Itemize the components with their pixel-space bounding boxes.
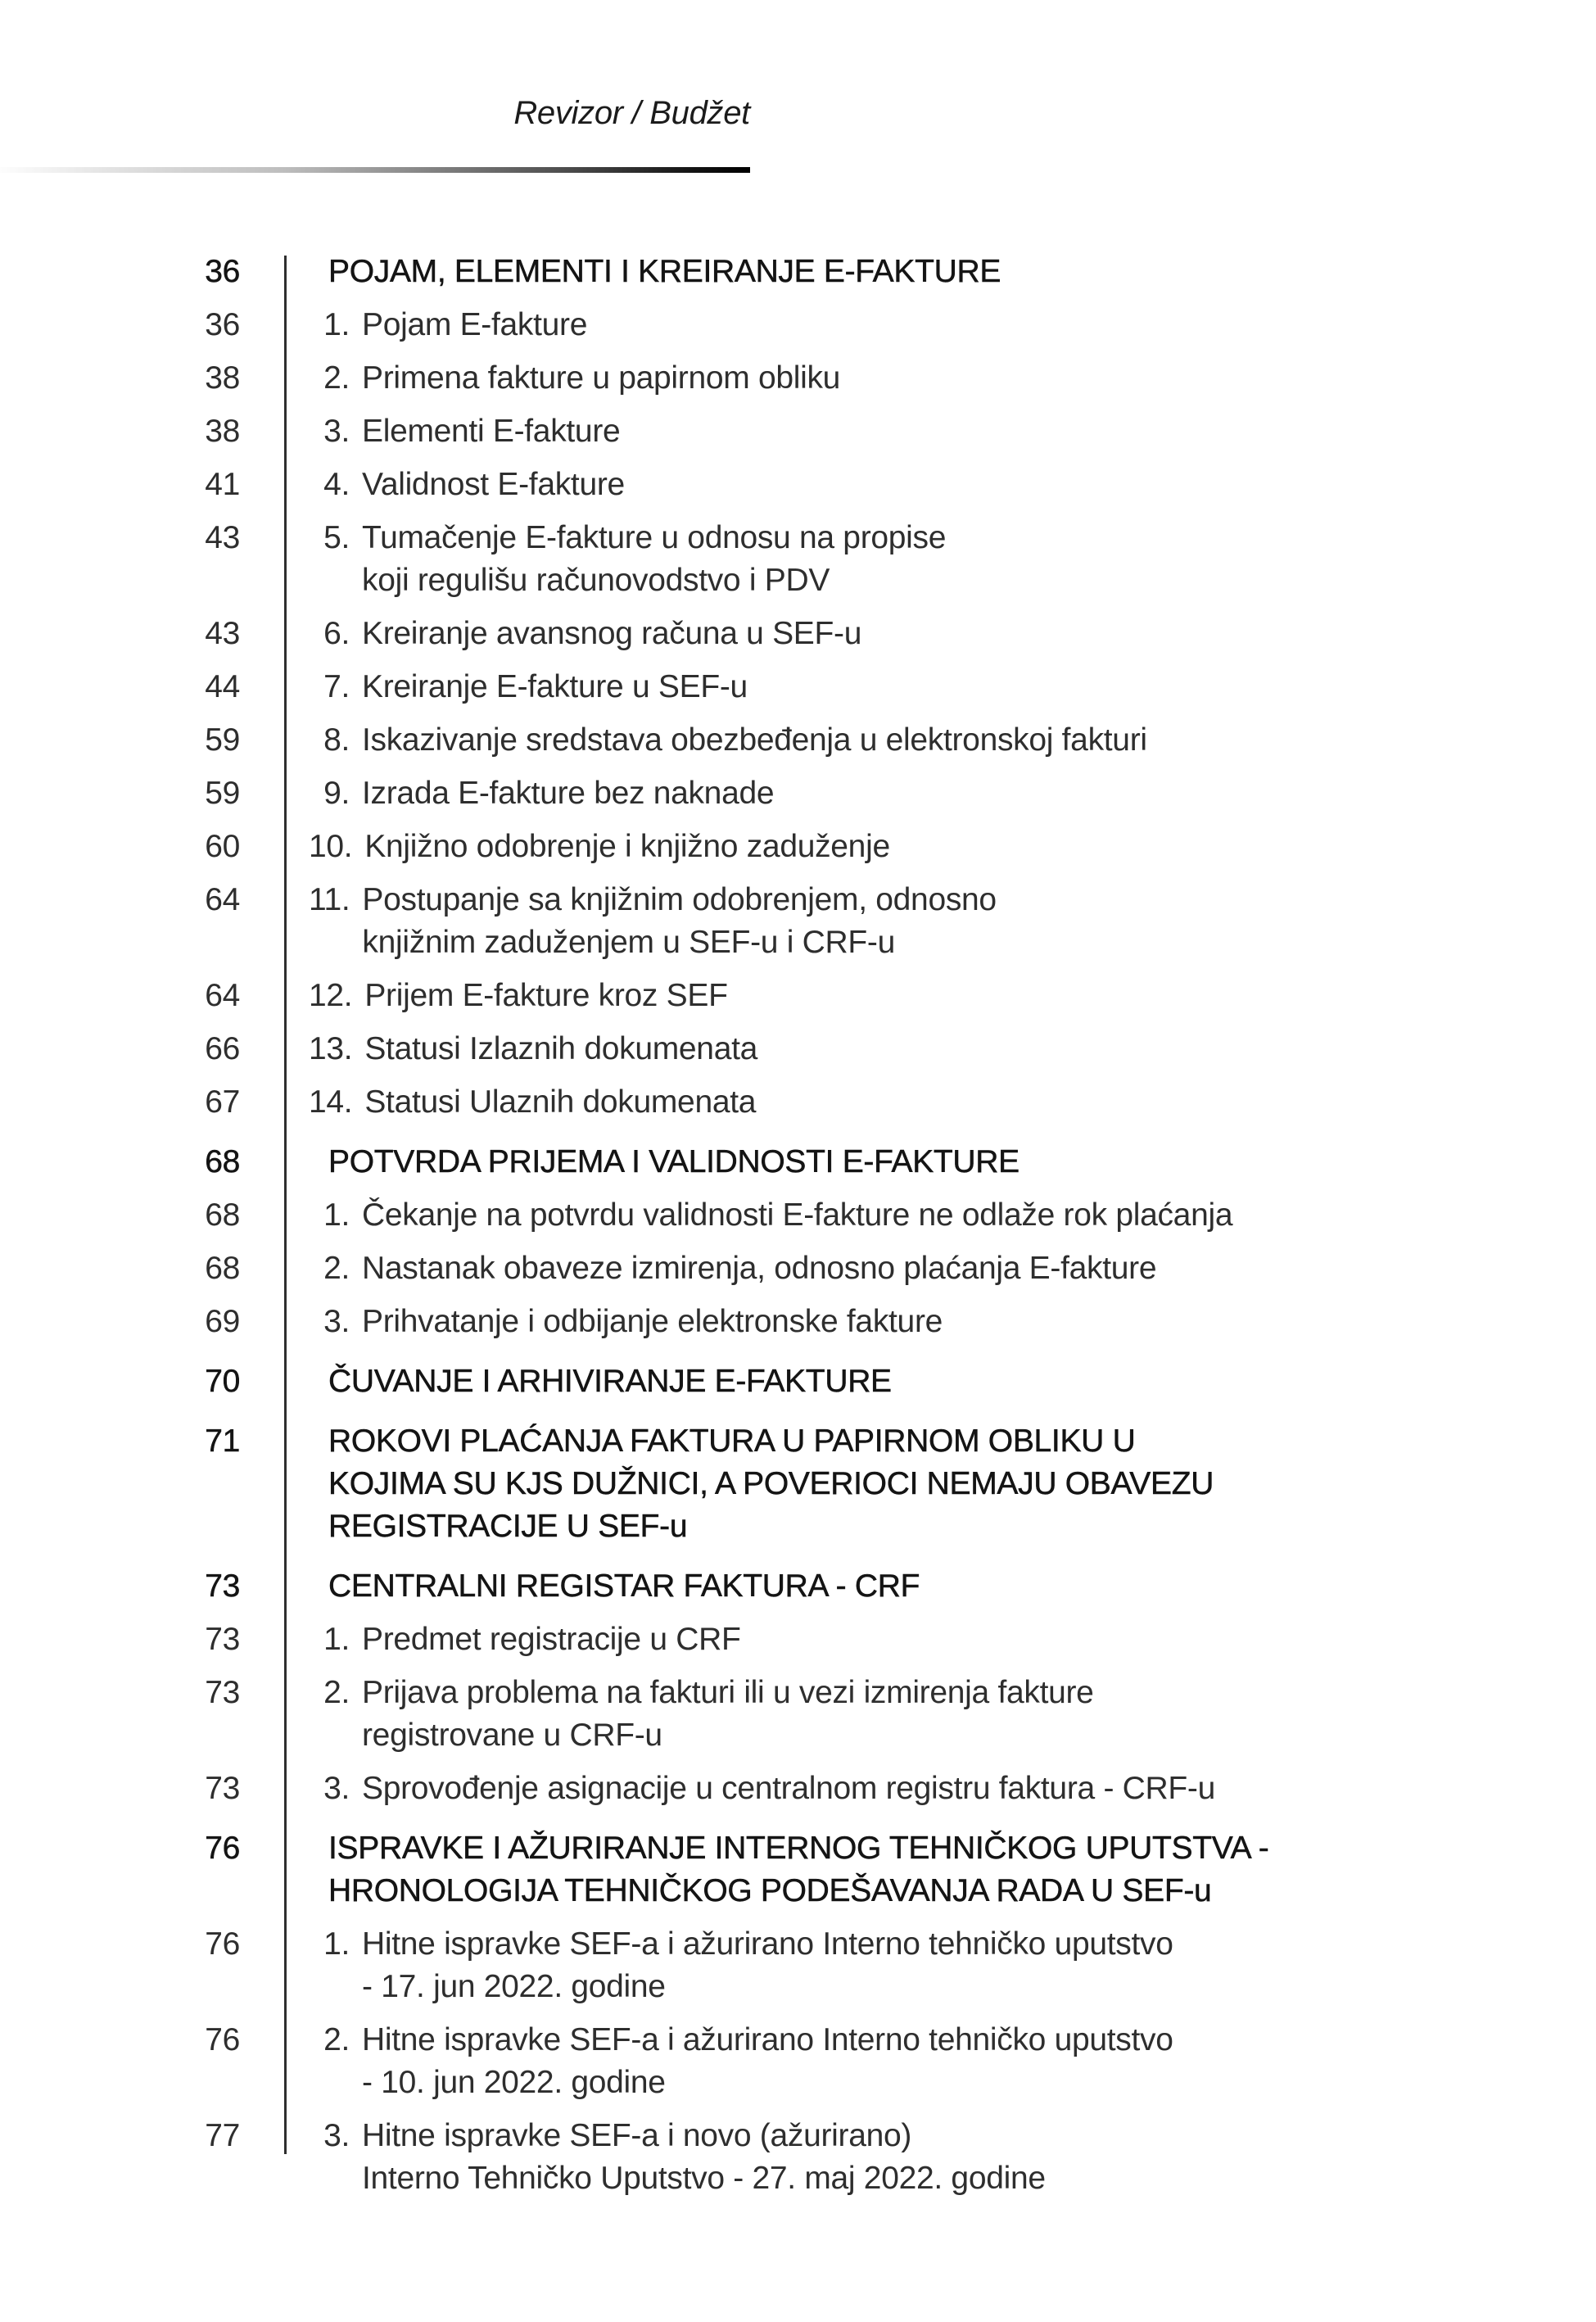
table-of-contents [0, 251, 1441, 2200]
toc-entry [0, 772, 1441, 815]
page-number: 70 [205, 1364, 240, 1399]
entry-line: Hitne ispravke SEF-a i ažurirano Interno tehničko uputstvo [362, 2022, 1173, 2057]
page-number: 76 [205, 1926, 240, 1962]
item-number: 1. [323, 1622, 350, 1657]
page-number: 36 [205, 307, 240, 342]
toc-entry-content [240, 1141, 1441, 1184]
toc-entry-content [240, 1420, 1441, 1548]
item-number: 3. [323, 1304, 350, 1339]
toc-entry [0, 410, 1441, 453]
page-number: 38 [205, 360, 240, 396]
entry-text [362, 1618, 1441, 1661]
toc-entry [0, 2115, 1441, 2200]
entry-text [328, 1827, 1441, 1912]
toc-entry [0, 1081, 1441, 1124]
toc-entry [0, 1923, 1441, 2008]
page-number: 41 [205, 467, 240, 502]
entry-line: KOJIMA SU KJS DUŽNICI, A POVERIOCI NEMAJU OBAVEZU [328, 1466, 1214, 1501]
item-number: 3. [323, 1771, 350, 1806]
entry-text [328, 251, 1441, 293]
entry-text [362, 410, 1441, 453]
toc-entry-content [240, 2019, 1441, 2104]
item-number: 14. [309, 1084, 353, 1120]
entry-line: ČUVANJE I ARHIVIRANJE E-FAKTURE [328, 1364, 892, 1399]
entry-text [364, 1081, 1441, 1124]
page-number: 71 [205, 1424, 240, 1459]
entry-line: Prihvatanje i odbijanje elektronske fakture [362, 1304, 943, 1339]
entry-line: ISPRAVKE I AŽURIRANJE INTERNOG TEHNIČKOG UPUTSTVA - [328, 1831, 1269, 1866]
entry-text [328, 1360, 1441, 1403]
entry-text [362, 1923, 1441, 2008]
entry-line: CENTRALNI REGISTAR FAKTURA - CRF [328, 1568, 920, 1604]
toc-entry [0, 1247, 1441, 1290]
page-number: 36 [205, 254, 240, 289]
toc-entry-content [240, 464, 1441, 506]
entry-text [362, 304, 1441, 346]
entry-line: Statusi Izlaznih dokumenata [364, 1031, 758, 1066]
toc-entry-content [240, 1672, 1441, 1757]
page-number: 73 [205, 1622, 240, 1657]
item-number: 2. [323, 1675, 350, 1710]
entry-text [362, 2115, 1441, 2200]
entry-text [328, 1565, 1441, 1608]
page-number: 73 [205, 1771, 240, 1806]
toc-entry-content [240, 1618, 1441, 1661]
toc-entry [0, 1028, 1441, 1070]
entry-text [362, 666, 1441, 708]
entry-text [362, 1672, 1441, 1757]
item-number: 1. [323, 1926, 350, 1962]
toc-entry-content [240, 517, 1441, 602]
item-number: 1. [323, 307, 350, 342]
entry-line: Hitne ispravke SEF-a i novo (ažurirano) [362, 2118, 912, 2153]
entry-text [362, 1194, 1441, 1237]
entry-line: koji regulišu računovodstvo i PDV [362, 563, 830, 598]
toc-entry-content [240, 410, 1441, 453]
toc-entry-content [240, 1301, 1441, 1343]
item-number: 5. [323, 520, 350, 555]
toc-entry-content [240, 1360, 1441, 1403]
entry-line: Sprovođenje asignacije u centralnom registru faktura - CRF-u [362, 1771, 1215, 1806]
entry-line: REGISTRACIJE U SEF-u [328, 1509, 688, 1544]
entry-text [362, 719, 1441, 762]
toc-entry [0, 826, 1441, 868]
toc-entry [0, 464, 1441, 506]
item-number: 4. [323, 467, 350, 502]
entry-line: POTVRDA PRIJEMA I VALIDNOSTI E-FAKTURE [328, 1144, 1020, 1179]
page-number: 64 [205, 978, 240, 1013]
toc-entry-content [240, 251, 1441, 293]
entry-line: Izrada E-fakture bez naknade [362, 776, 775, 811]
toc-entry [0, 666, 1441, 708]
toc-entry-content [240, 613, 1441, 655]
toc-entry [0, 304, 1441, 346]
toc-section-heading [0, 1360, 1441, 1403]
page-number: 68 [205, 1144, 240, 1179]
toc-entry-content [240, 1081, 1441, 1124]
toc-entry [0, 517, 1441, 602]
toc-entry [0, 1194, 1441, 1237]
entry-line: registrovane u CRF-u [362, 1718, 662, 1753]
page-number: 44 [205, 669, 240, 704]
toc-entry [0, 357, 1441, 400]
entry-line: - 10. jun 2022. godine [362, 2065, 666, 2100]
toc-section-heading [0, 251, 1441, 293]
item-number: 2. [323, 1251, 350, 1286]
page-number: 67 [205, 1084, 240, 1120]
toc-entry [0, 1618, 1441, 1661]
toc-entry-content [240, 1923, 1441, 2008]
page-number: 73 [205, 1568, 240, 1604]
entry-line: - 17. jun 2022. godine [362, 1969, 666, 2004]
toc-entry [0, 1768, 1441, 1810]
toc-entry-content [240, 2115, 1441, 2200]
toc-entry [0, 975, 1441, 1017]
item-number: 9. [323, 776, 350, 811]
toc-entry [0, 719, 1441, 762]
toc-entry-content [240, 357, 1441, 400]
entry-line: Pojam E-fakture [362, 307, 588, 342]
entry-line: Predmet registracije u CRF [362, 1622, 741, 1657]
item-number: 2. [323, 360, 350, 396]
entry-text [362, 464, 1441, 506]
entry-text [362, 879, 1441, 964]
toc-entry-content [240, 975, 1441, 1017]
entry-text [362, 517, 1441, 602]
toc-entry-content [240, 1028, 1441, 1070]
toc-entry-content [240, 666, 1441, 708]
toc-entry-content [240, 1827, 1441, 1912]
toc-entry [0, 1301, 1441, 1343]
item-number: 6. [323, 616, 350, 651]
entry-line: POJAM, ELEMENTI I KREIRANJE E-FAKTURE [328, 254, 1001, 289]
page-number: 43 [205, 520, 240, 555]
entry-text [362, 1301, 1441, 1343]
toc-entry-content [240, 304, 1441, 346]
entry-line: HRONOLOGIJA TEHNIČKOG PODEŠAVANJA RADA U SEF-u [328, 1873, 1212, 1908]
entry-line: Validnost E-fakture [362, 467, 625, 502]
entry-text [362, 2019, 1441, 2104]
item-number: 12. [309, 978, 353, 1013]
toc-entry-content [240, 719, 1441, 762]
entry-text [362, 357, 1441, 400]
toc-entry-content [240, 879, 1441, 964]
page-number: 66 [205, 1031, 240, 1066]
entry-text [362, 1768, 1441, 1810]
header-rule [0, 167, 750, 173]
entry-line: Kreiranje E-fakture u SEF-u [362, 669, 748, 704]
page-number: 38 [205, 414, 240, 449]
toc-entry-content [240, 772, 1441, 815]
page-number: 43 [205, 616, 240, 651]
entry-text [328, 1141, 1441, 1184]
toc-entry-content [240, 1194, 1441, 1237]
toc-section-heading [0, 1420, 1441, 1548]
toc-entry [0, 879, 1441, 964]
toc-section-heading [0, 1565, 1441, 1608]
page-number: 76 [205, 2022, 240, 2057]
entry-line: Prijava problema na fakturi ili u vezi izmirenja fakture [362, 1675, 1094, 1710]
entry-text [328, 1420, 1441, 1548]
entry-text [362, 613, 1441, 655]
entry-text [364, 1028, 1441, 1070]
page-number: 64 [205, 882, 240, 917]
page-number: 73 [205, 1675, 240, 1710]
item-number: 7. [323, 669, 350, 704]
item-number: 11. [309, 882, 350, 917]
item-number: 1. [323, 1197, 350, 1233]
item-number: 2. [323, 2022, 350, 2057]
toc-section-heading [0, 1141, 1441, 1184]
entry-text [362, 1247, 1441, 1290]
toc-entry-content [240, 1565, 1441, 1608]
toc-entry-content [240, 1247, 1441, 1290]
entry-text [364, 826, 1441, 868]
entry-line: knjižnim zaduženjem u SEF-u i CRF-u [362, 925, 895, 960]
page-number: 59 [205, 776, 240, 811]
page-number: 68 [205, 1251, 240, 1286]
item-number: 3. [323, 2118, 350, 2153]
toc-section-heading [0, 1827, 1441, 1912]
toc-entry-content [240, 1768, 1441, 1810]
entry-line: ROKOVI PLAĆANJA FAKTURA U PAPIRNOM OBLIKU U [328, 1424, 1136, 1459]
entry-text [362, 772, 1441, 815]
item-number: 13. [309, 1031, 353, 1066]
page-number: 59 [205, 722, 240, 758]
entry-line: Interno Tehničko Uputstvo - 27. maj 2022. godine [362, 2161, 1046, 2196]
entry-line: Čekanje na potvrdu validnosti E-fakture ne odlaže rok plaćanja [362, 1197, 1233, 1233]
item-number: 8. [323, 722, 350, 758]
entry-line: Tumačenje E-fakture u odnosu na propise [362, 520, 947, 555]
entry-line: Nastanak obaveze izmirenja, odnosno plaćanja E-fakture [362, 1251, 1157, 1286]
entry-line: Iskazivanje sredstava obezbeđenja u elektronskoj fakturi [362, 722, 1147, 758]
page-number: 77 [205, 2118, 240, 2153]
item-number: 10. [309, 829, 353, 864]
journal-title: Revizor / Budžet [513, 95, 750, 131]
entry-line: Knjižno odobrenje i knjižno zaduženje [364, 829, 890, 864]
entry-line: Hitne ispravke SEF-a i ažurirano Interno tehničko uputstvo [362, 1926, 1173, 1962]
entry-line: Statusi Ulaznih dokumenata [364, 1084, 757, 1120]
toc-entry [0, 613, 1441, 655]
entry-line: Postupanje sa knjižnim odobrenjem, odnosno [362, 882, 997, 917]
page-number: 60 [205, 829, 240, 864]
toc-entry-content [240, 826, 1441, 868]
page-number: 69 [205, 1304, 240, 1339]
entry-line: Kreiranje avansnog računa u SEF-u [362, 616, 862, 651]
toc-entry [0, 1672, 1441, 1757]
entry-text [364, 975, 1441, 1017]
item-number: 3. [323, 414, 350, 449]
entry-line: Primena fakture u papirnom obliku [362, 360, 841, 396]
entry-line: Prijem E-fakture kroz SEF [364, 978, 728, 1013]
entry-line: Elementi E-fakture [362, 414, 621, 449]
page-number: 76 [205, 1831, 240, 1866]
page-number: 68 [205, 1197, 240, 1233]
toc-entry [0, 2019, 1441, 2104]
